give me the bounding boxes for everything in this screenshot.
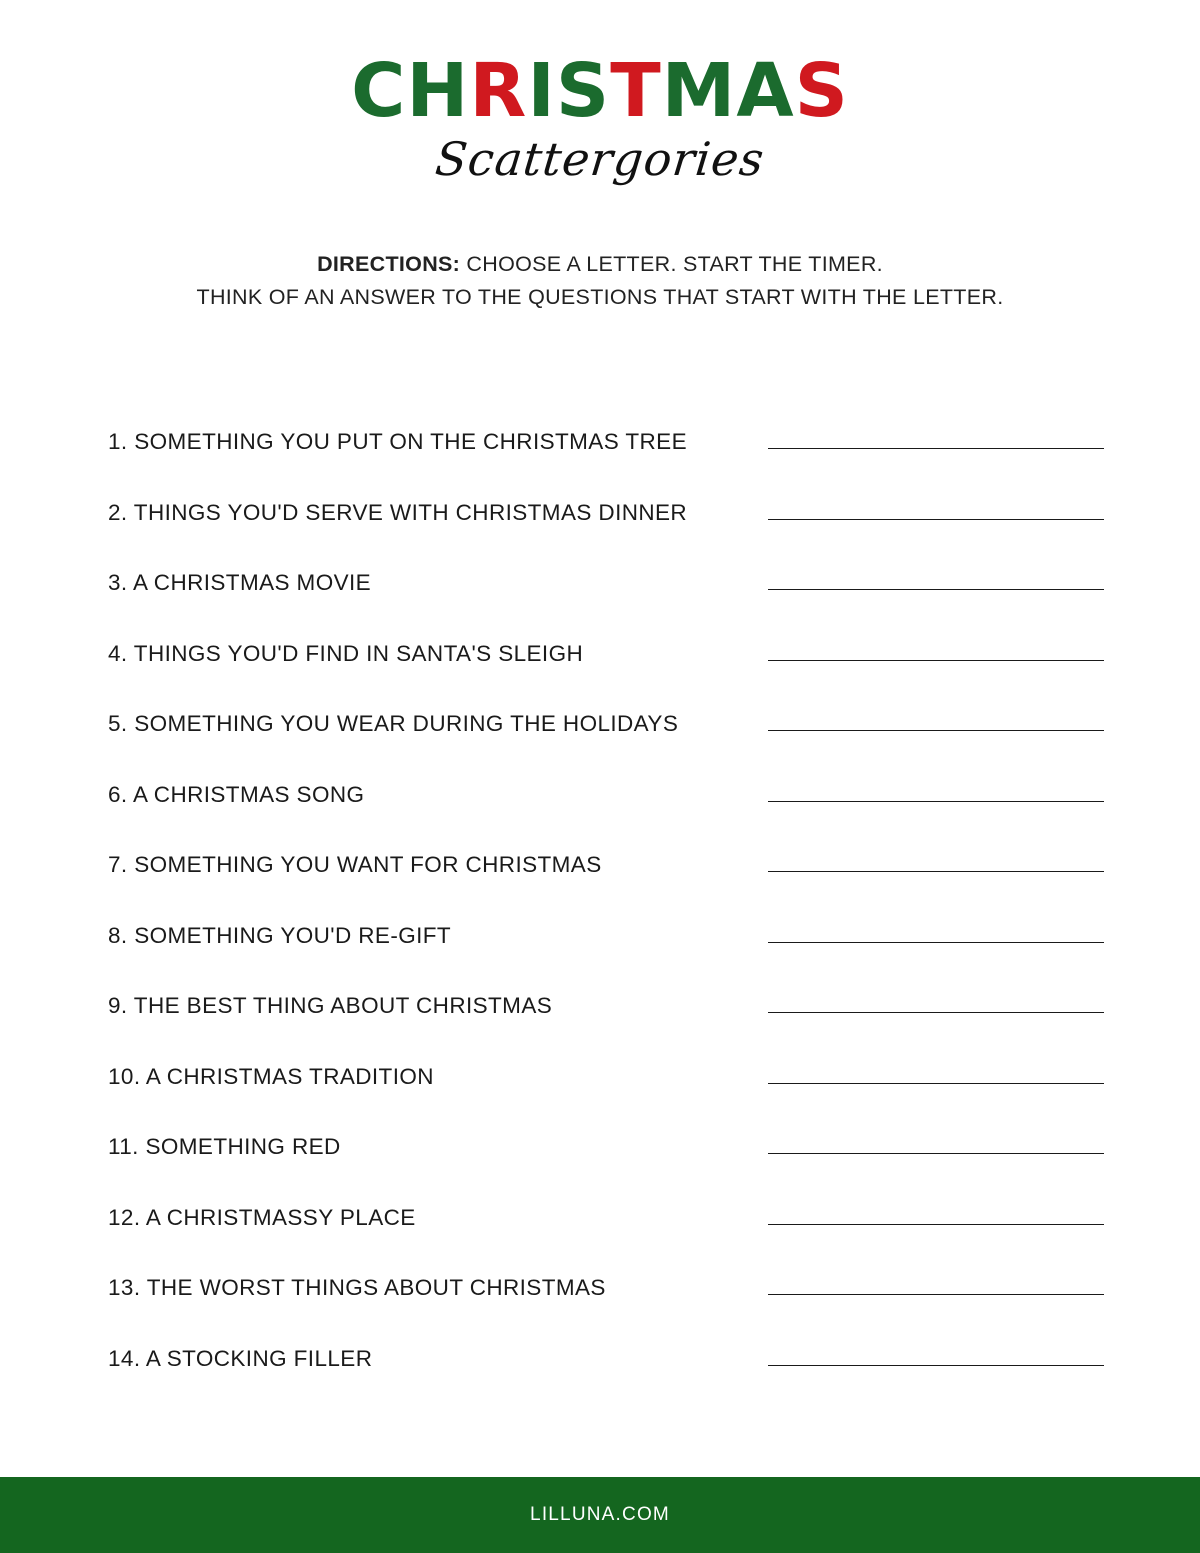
- answer-line[interactable]: [768, 588, 1104, 590]
- answer-line[interactable]: [768, 1223, 1104, 1225]
- question-label: 13. THE WORST THINGS ABOUT CHRISTMAS: [108, 1275, 606, 1301]
- question-row: [108, 387, 1104, 458]
- answer-line[interactable]: [768, 1293, 1104, 1295]
- question-row: [108, 739, 1104, 810]
- footer-site-label: LILLUNA.COM: [530, 1504, 670, 1525]
- question-label: 6. A CHRISTMAS SONG: [108, 781, 365, 807]
- answer-line[interactable]: [768, 1152, 1104, 1154]
- question-row: [108, 1303, 1104, 1374]
- directions-label: DIRECTIONS:: [317, 252, 461, 276]
- question-label: 7. SOMETHING YOU WANT FOR CHRISTMAS: [108, 852, 602, 878]
- directions-text-1: CHOOSE A LETTER. START THE TIMER.: [466, 252, 883, 276]
- directions-line-2: THINK OF AN ANSWER TO THE QUESTIONS THAT START WITH THE LETTER.: [196, 285, 1004, 310]
- page-subtitle: Scattergories: [432, 132, 768, 186]
- answer-line[interactable]: [768, 1082, 1104, 1084]
- directions-block: [0, 248, 1200, 315]
- question-label: 1. SOMETHING YOU PUT ON THE CHRISTMAS TREE: [108, 429, 687, 455]
- answer-line[interactable]: [768, 870, 1104, 872]
- page-title: [0, 48, 1200, 134]
- question-row: [108, 1092, 1104, 1163]
- title-block: [0, 0, 1200, 186]
- answer-line[interactable]: [768, 1011, 1104, 1013]
- question-label: 3. A CHRISTMAS MOVIE: [108, 570, 372, 596]
- question-row: [108, 598, 1104, 669]
- answer-line[interactable]: [768, 941, 1104, 943]
- title-letter-4: I: [527, 48, 556, 134]
- question-row: [108, 1233, 1104, 1304]
- question-label: 11. SOMETHING RED: [108, 1134, 341, 1160]
- question-label: 8. SOMETHING YOU'D RE-GIFT: [108, 922, 452, 948]
- title-letter-9: S: [794, 48, 849, 134]
- answer-line[interactable]: [768, 800, 1104, 802]
- answer-line[interactable]: [768, 659, 1104, 661]
- title-letter-6: T: [610, 48, 662, 134]
- title-letter-7: M: [661, 48, 737, 134]
- question-label: 14. A STOCKING FILLER: [108, 1345, 373, 1371]
- footer-bar: [0, 1477, 1200, 1553]
- question-label: 12. A CHRISTMASSY PLACE: [108, 1204, 416, 1230]
- answer-line[interactable]: [768, 729, 1104, 731]
- question-row: [108, 669, 1104, 740]
- question-row: [108, 810, 1104, 881]
- title-letter-3: R: [469, 48, 528, 134]
- directions-line-1: [0, 248, 1200, 281]
- answer-line[interactable]: [768, 518, 1104, 520]
- title-letter-5: S: [555, 48, 611, 134]
- question-label: 2. THINGS YOU'D SERVE WITH CHRISTMAS DINNER: [108, 499, 688, 525]
- question-list: [0, 387, 1200, 1553]
- question-row: [108, 457, 1104, 528]
- question-row: [108, 528, 1104, 599]
- question-row: [108, 951, 1104, 1022]
- question-label: 9. THE BEST THING ABOUT CHRISTMAS: [108, 993, 553, 1019]
- answer-line[interactable]: [768, 447, 1104, 449]
- question-row: [108, 1021, 1104, 1092]
- question-row: [108, 1162, 1104, 1233]
- question-label: 4. THINGS YOU'D FIND IN SANTA'S SLEIGH: [108, 640, 584, 666]
- title-letter-2: H: [406, 48, 470, 134]
- title-letter-1: C: [351, 48, 407, 134]
- question-label: 5. SOMETHING YOU WEAR DURING THE HOLIDAYS: [108, 711, 679, 737]
- title-letter-8: A: [736, 48, 795, 134]
- question-label: 10. A CHRISTMAS TRADITION: [108, 1063, 434, 1089]
- question-row: [108, 880, 1104, 951]
- answer-line[interactable]: [768, 1364, 1104, 1366]
